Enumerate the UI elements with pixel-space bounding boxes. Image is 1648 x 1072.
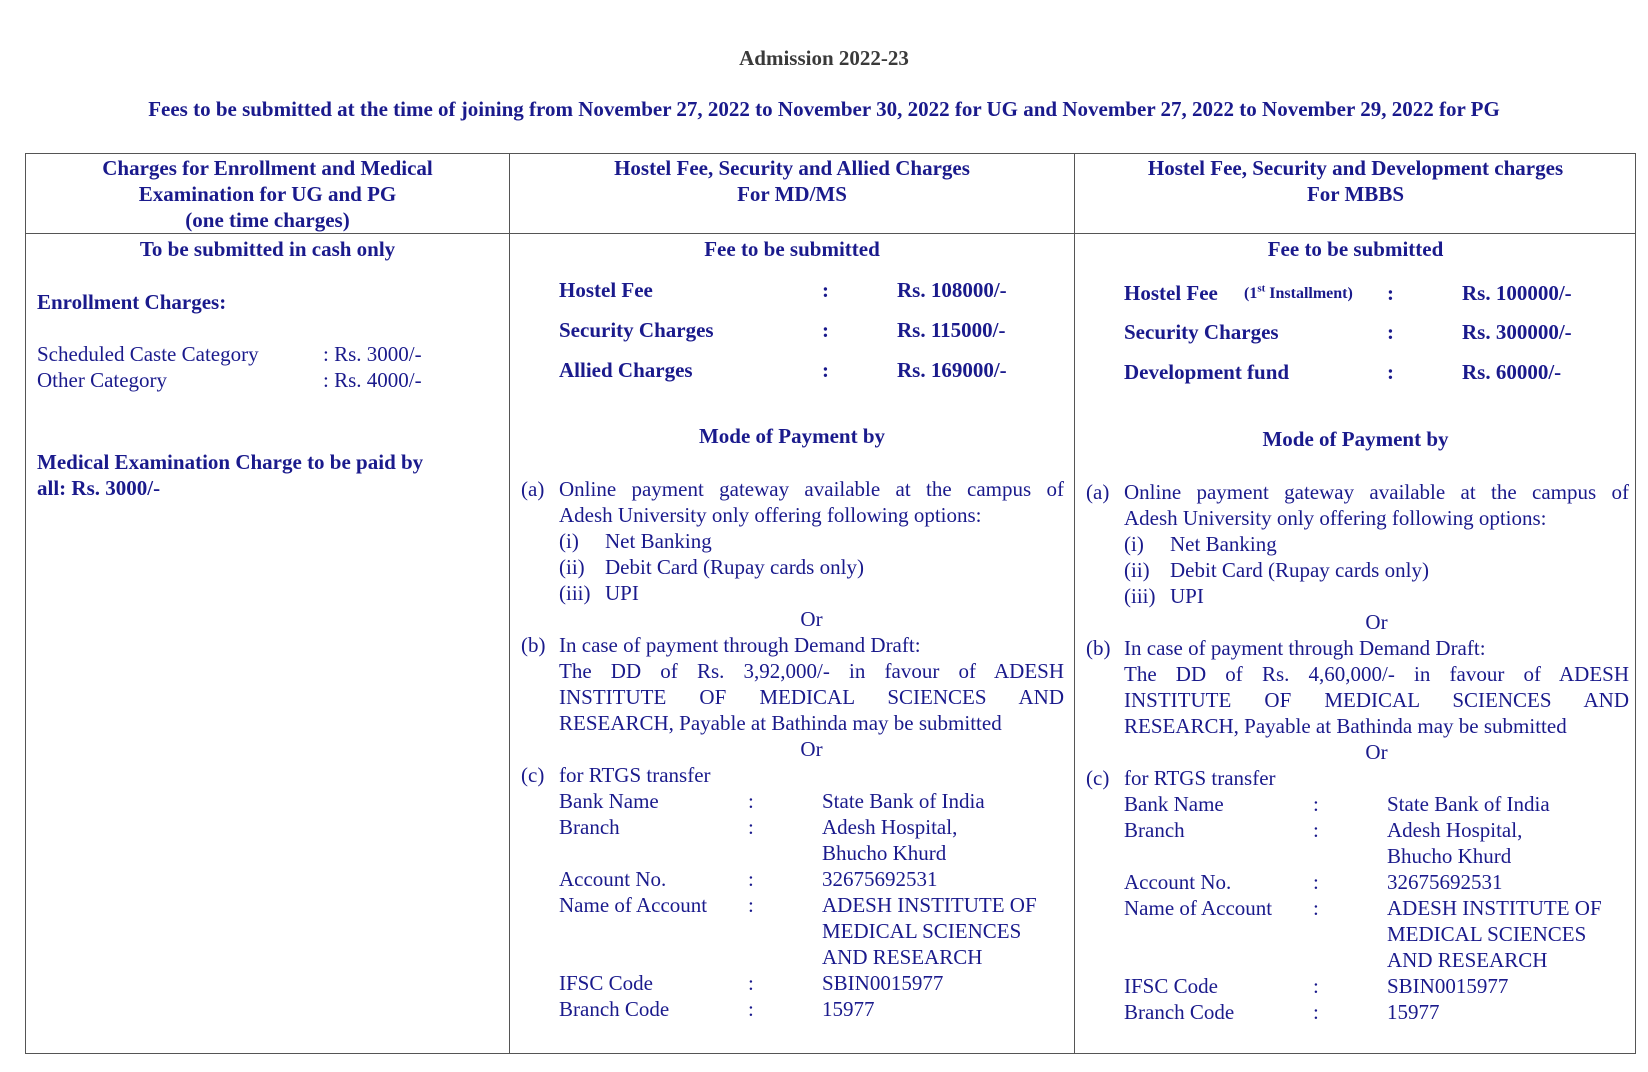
- col2-branch-value2: Bhucho Khurd: [822, 841, 947, 865]
- col2-bank-label: Bank Name: [559, 789, 659, 813]
- col2-bcode-label: Branch Code: [559, 997, 670, 1021]
- col3-branch-value2: Bhucho Khurd: [1387, 844, 1512, 868]
- col2-opt3-marker: (iii): [559, 581, 591, 605]
- col2-acct-colon: :: [748, 867, 754, 891]
- col2-bcode-value: 15977: [822, 997, 875, 1021]
- col3-name-colon: :: [1313, 896, 1319, 920]
- col3-or2: Or: [1365, 740, 1388, 764]
- col2-fee-value: Rs. 115000/-: [897, 318, 1006, 342]
- col3-dev-label: Development fund: [1124, 360, 1290, 384]
- col3-dev-colon: :: [1387, 360, 1394, 384]
- col2-acct-label: Account No.: [559, 867, 667, 891]
- col3-name-label: Name of Account: [1124, 896, 1273, 920]
- col3-header: [1075, 155, 1636, 207]
- col3-c-line1: for RTGS transfer: [1124, 766, 1276, 790]
- col3-b-line1: In case of payment through Demand Draft:: [1124, 636, 1486, 660]
- col3-b-line2: The DD of Rs. 4,60,000/- in favour of ADESH: [1124, 662, 1629, 686]
- col2-header-line1: Hostel Fee, Security and Allied Charges: [614, 156, 970, 180]
- col2-fee-value: Rs. 169000/-: [897, 358, 1007, 382]
- col3-opt3: UPI: [1170, 584, 1204, 608]
- col2-bcode-colon: :: [748, 997, 754, 1021]
- col3-branch-colon: :: [1313, 818, 1319, 842]
- col2-ifsc-value: SBIN0015977: [822, 971, 944, 995]
- enrollment-heading: Enrollment Charges:: [37, 290, 227, 314]
- sc-category-label: Scheduled Caste Category: [37, 342, 259, 366]
- col1-cash-note: To be submitted in cash only: [139, 237, 396, 261]
- col3-opt2-marker: (ii): [1124, 558, 1150, 582]
- col2-mode-heading: Mode of Payment by: [698, 424, 886, 448]
- col3-bank-value: State Bank of India: [1387, 792, 1550, 816]
- col3-bank-colon: :: [1313, 792, 1319, 816]
- col3-or1: Or: [1365, 610, 1388, 634]
- header-row-divider: [25, 233, 1636, 234]
- col3-installment-sup: st: [1257, 282, 1266, 295]
- col2-opt2-marker: (ii): [559, 555, 585, 579]
- col3-bcode-label: Branch Code: [1124, 1000, 1235, 1024]
- col2-header: [510, 155, 1074, 207]
- col3-c-marker: (c): [1086, 766, 1110, 790]
- col2-fee-heading: Fee to be submitted: [704, 237, 880, 261]
- col1-header-line1: Charges for Enrollment and Medical: [102, 156, 433, 180]
- col3-a-line2: Adesh University only offering following options:: [1124, 506, 1547, 530]
- col2-fee-label: Allied Charges: [559, 358, 693, 382]
- col2-fee-sep: :: [822, 278, 829, 302]
- col2-a-marker: (a): [521, 477, 545, 501]
- col2-fee-sep: :: [822, 318, 829, 342]
- col2-a-line2: Adesh University only offering following options:: [559, 503, 982, 527]
- col3-hostel-label: Hostel Fee: [1124, 281, 1218, 305]
- col3-name-value3: AND RESEARCH: [1387, 948, 1548, 972]
- col2-or2: Or: [800, 737, 823, 761]
- col2-a-line1: Online payment gateway available at the campus of: [559, 477, 1064, 501]
- col2-name-colon: :: [748, 893, 754, 917]
- col2-branch-label: Branch: [559, 815, 620, 839]
- col3-opt1-marker: (i): [1124, 532, 1144, 556]
- col3-acct-label: Account No.: [1124, 870, 1232, 894]
- medical-charge-line1: Medical Examination Charge to be paid by: [37, 450, 424, 474]
- col2-opt3: UPI: [605, 581, 639, 605]
- col3-bank-label: Bank Name: [1124, 792, 1224, 816]
- col2-ifsc-colon: :: [748, 971, 754, 995]
- page-subtitle: Fees to be submitted at the time of joining from November 27, 2022 to November 30, 2022 for UG and November 27, 2022 to November 29, 2022 for PG: [148, 97, 1500, 121]
- col2-name-value3: AND RESEARCH: [822, 945, 983, 969]
- col3-b-line3: INSTITUTE OF MEDICAL SCIENCES AND: [1124, 688, 1629, 712]
- col2-header-line2: For MD/MS: [737, 182, 847, 206]
- medical-charge-line2: all: Rs. 3000/-: [37, 476, 161, 500]
- col3-opt2: Debit Card (Rupay cards only): [1170, 558, 1429, 582]
- col3-installment-pre: (1: [1244, 285, 1258, 302]
- col3-acct-colon: :: [1313, 870, 1319, 894]
- col2-ifsc-label: IFSC Code: [559, 971, 653, 995]
- col3-branch-value1: Adesh Hospital,: [1387, 818, 1523, 842]
- col3-security-value: Rs. 300000/-: [1462, 320, 1572, 344]
- col3-name-value2: MEDICAL SCIENCES: [1387, 922, 1587, 946]
- col2-branch-colon: :: [748, 815, 754, 839]
- col2-c-marker: (c): [521, 763, 545, 787]
- col2-name-label: Name of Account: [559, 893, 708, 917]
- col2-fee-label: Security Charges: [559, 318, 714, 342]
- col3-bcode-colon: :: [1313, 1000, 1319, 1024]
- col3-dev-value: Rs. 60000/-: [1462, 360, 1562, 384]
- col3-hostel-value: Rs. 100000/-: [1462, 281, 1572, 305]
- col3-a-marker: (a): [1086, 480, 1110, 504]
- col3-installment-post: Installment): [1265, 285, 1353, 302]
- col2-fee-sep: :: [822, 358, 829, 382]
- col2-acct-value: 32675692531: [822, 867, 938, 891]
- col3-header-line2: For MBBS: [1306, 182, 1405, 206]
- col2-b-line3: INSTITUTE OF MEDICAL SCIENCES AND: [559, 685, 1064, 709]
- col3-a-line1: Online payment gateway available at the campus of: [1124, 480, 1629, 504]
- other-category-value: : Rs. 4000/-: [323, 368, 422, 392]
- col2-or1: Or: [800, 607, 823, 631]
- col2-fee-label: Hostel Fee: [559, 278, 653, 302]
- col3-b-line4: RESEARCH, Payable at Bathinda may be submitted: [1124, 714, 1567, 738]
- col3-name-value1: ADESH INSTITUTE OF: [1387, 896, 1602, 920]
- col2-name-value2: MEDICAL SCIENCES: [822, 919, 1022, 943]
- col2-bank-value: State Bank of India: [822, 789, 985, 813]
- col3-installment: [1244, 281, 1353, 307]
- col3-opt3-marker: (iii): [1124, 584, 1156, 608]
- col3-branch-label: Branch: [1124, 818, 1185, 842]
- col2-b-line2: The DD of Rs. 3,92,000/- in favour of ADESH: [559, 659, 1064, 683]
- col1-header: [26, 155, 509, 233]
- col3-acct-value: 32675692531: [1387, 870, 1503, 894]
- page-title: Admission 2022-23: [739, 46, 909, 70]
- col2-c-line1: for RTGS transfer: [559, 763, 711, 787]
- col2-opt1: Net Banking: [605, 529, 712, 553]
- col2-branch-value1: Adesh Hospital,: [822, 815, 958, 839]
- col2-fee-value: Rs. 108000/-: [897, 278, 1007, 302]
- col2-opt1-marker: (i): [559, 529, 579, 553]
- col2-b-line1: In case of payment through Demand Draft:: [559, 633, 921, 657]
- column-divider-2: [1074, 153, 1075, 1054]
- col3-security-label: Security Charges: [1124, 320, 1279, 344]
- col3-fee-heading: Fee to be submitted: [1267, 237, 1444, 261]
- col2-name-value1: ADESH INSTITUTE OF: [822, 893, 1037, 917]
- col3-hostel-colon: :: [1387, 281, 1394, 305]
- col3-security-colon: :: [1387, 320, 1394, 344]
- sc-category-value: : Rs. 3000/-: [323, 342, 422, 366]
- col3-ifsc-label: IFSC Code: [1124, 974, 1218, 998]
- col3-header-line1: Hostel Fee, Security and Development charges: [1147, 156, 1564, 180]
- col1-header-line3: (one time charges): [185, 208, 350, 232]
- col3-bcode-value: 15977: [1387, 1000, 1440, 1024]
- col2-bank-colon: :: [748, 789, 754, 813]
- col3-ifsc-colon: :: [1313, 974, 1319, 998]
- col2-opt2: Debit Card (Rupay cards only): [605, 555, 864, 579]
- col3-b-marker: (b): [1086, 636, 1111, 660]
- col2-b-line4: RESEARCH, Payable at Bathinda may be submitted: [559, 711, 1002, 735]
- column-divider-1: [509, 153, 510, 1054]
- col1-header-line2: Examination for UG and PG: [138, 182, 397, 206]
- col3-mode-heading: Mode of Payment by: [1262, 427, 1449, 451]
- col3-ifsc-value: SBIN0015977: [1387, 974, 1509, 998]
- col3-opt1: Net Banking: [1170, 532, 1277, 556]
- col2-b-marker: (b): [521, 633, 546, 657]
- other-category-label: Other Category: [37, 368, 168, 392]
